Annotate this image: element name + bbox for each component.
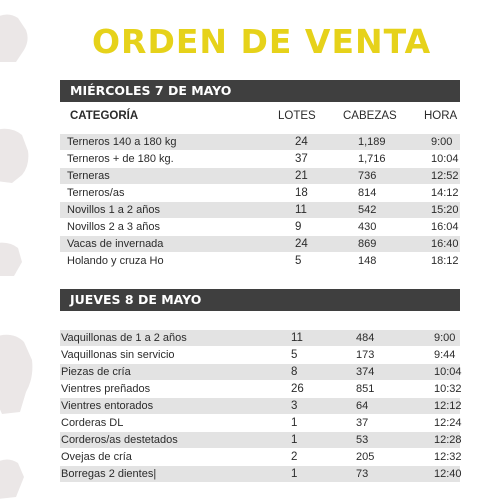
table-row [60,185,460,202]
cell-hora: 16:04 [431,221,459,233]
cell-categoria: Borregas 2 dientes| [61,468,157,480]
day-header-thursday: JUEVES 8 DE MAYO [60,289,460,311]
header-lotes: LOTES [278,110,316,122]
table-row [60,466,460,483]
cell-lotes: 5 [291,349,298,361]
cell-hora: 16:40 [431,238,459,250]
header-categoria: CATEGORÍA [70,110,139,122]
table-row [60,381,460,398]
cell-cabezas: 1,189 [358,136,386,148]
cell-categoria: Terneros/as [67,187,125,199]
cell-hora: 10:04 [434,366,462,378]
table-row [60,219,460,236]
cell-hora: 9:00 [434,332,456,344]
cell-categoria: Corderas DL [61,417,124,429]
cell-categoria: Vacas de invernada [67,238,164,250]
cell-hora: 10:32 [434,383,462,395]
cow-silhouette-icon [0,240,32,280]
cow-silhouette-icon [0,10,32,65]
cell-lotes: 24 [295,238,308,250]
sales-table-thursday [60,330,460,483]
table-row [60,398,460,415]
cell-cabezas: 374 [356,366,375,378]
table-row [60,364,460,381]
cell-cabezas: 205 [356,451,375,463]
cell-cabezas: 484 [356,332,375,344]
cell-hora: 12:24 [434,417,462,429]
table-row [60,432,460,449]
day-header-wednesday: MIÉRCOLES 7 DE MAYO [60,80,460,102]
cell-hora: 18:12 [431,255,459,267]
cow-silhouette-icon [0,455,32,500]
cell-categoria: Terneros 140 a 180 kg [67,136,177,148]
cell-lotes: 1 [291,468,298,480]
cell-cabezas: 851 [356,383,375,395]
cell-cabezas: 814 [358,187,377,199]
table-row [60,347,460,364]
sales-table-wednesday [60,134,460,270]
cell-categoria: Novillos 2 a 3 años [67,221,160,233]
column-headers [60,110,460,128]
cell-cabezas: 53 [356,434,369,446]
cell-lotes: 5 [295,255,302,267]
cell-lotes: 37 [295,153,308,165]
cell-lotes: 18 [295,187,308,199]
cell-categoria: Vientres entorados [61,400,154,412]
header-hora: HORA [424,110,458,122]
cell-hora: 12:52 [431,170,459,182]
cell-hora: 10:04 [431,153,459,165]
cell-categoria: Vaquillonas de 1 a 2 años [61,332,187,344]
table-row [60,330,460,347]
cell-lotes: 8 [291,366,298,378]
cell-cabezas: 430 [358,221,377,233]
cell-lotes: 1 [291,434,298,446]
cell-lotes: 11 [291,332,303,344]
cell-cabezas: 73 [356,468,369,480]
cell-cabezas: 173 [356,349,375,361]
cell-hora: 15:20 [431,204,459,216]
cell-categoria: Holando y cruza Ho [67,255,164,267]
cell-cabezas: 1,716 [358,153,386,165]
table-row [60,415,460,432]
cell-categoria: Terneros + de 180 kg. [67,153,174,165]
cell-lotes: 9 [295,221,302,233]
table-row [60,134,460,151]
table-row [60,236,460,253]
table-row [60,449,460,466]
decorative-cattle-strip [0,0,44,504]
cow-silhouette-icon [0,125,32,185]
cell-lotes: 11 [295,204,307,216]
cell-categoria: Ovejas de cría [61,451,132,463]
table-row [60,253,460,270]
cell-categoria: Vientres preñados [61,383,151,395]
cell-lotes: 1 [291,417,298,429]
cell-categoria: Vaquillonas sin servicio [61,349,175,361]
header-cabezas: CABEZAS [343,110,397,122]
cell-lotes: 24 [295,136,308,148]
cell-hora: 12:12 [434,400,462,412]
cell-categoria: Novillos 1 a 2 años [67,204,160,216]
table-row [60,151,460,168]
cell-lotes: 21 [295,170,308,182]
table-row [60,168,460,185]
cell-categoria: Terneras [67,170,110,182]
cell-lotes: 2 [291,451,298,463]
page-title: ORDEN DE VENTA [92,22,432,61]
cell-cabezas: 37 [356,417,369,429]
cell-hora: 9:00 [431,136,453,148]
cell-categoria: Corderos/as destetados [61,434,178,446]
cell-hora: 12:28 [434,434,462,446]
cell-cabezas: 542 [358,204,377,216]
cell-cabezas: 736 [358,170,377,182]
cell-hora: 12:40 [434,468,462,480]
cell-lotes: 3 [291,400,298,412]
table-row [60,202,460,219]
cell-cabezas: 148 [358,255,377,267]
cell-cabezas: 64 [356,400,369,412]
cow-silhouette-icon [0,330,36,415]
cell-hora: 14:12 [431,187,459,199]
cell-cabezas: 869 [358,238,377,250]
cell-hora: 12:32 [434,451,462,463]
cell-categoria: Piezas de cría [61,366,131,378]
cell-lotes: 26 [291,383,304,395]
cell-hora: 9:44 [434,349,456,361]
